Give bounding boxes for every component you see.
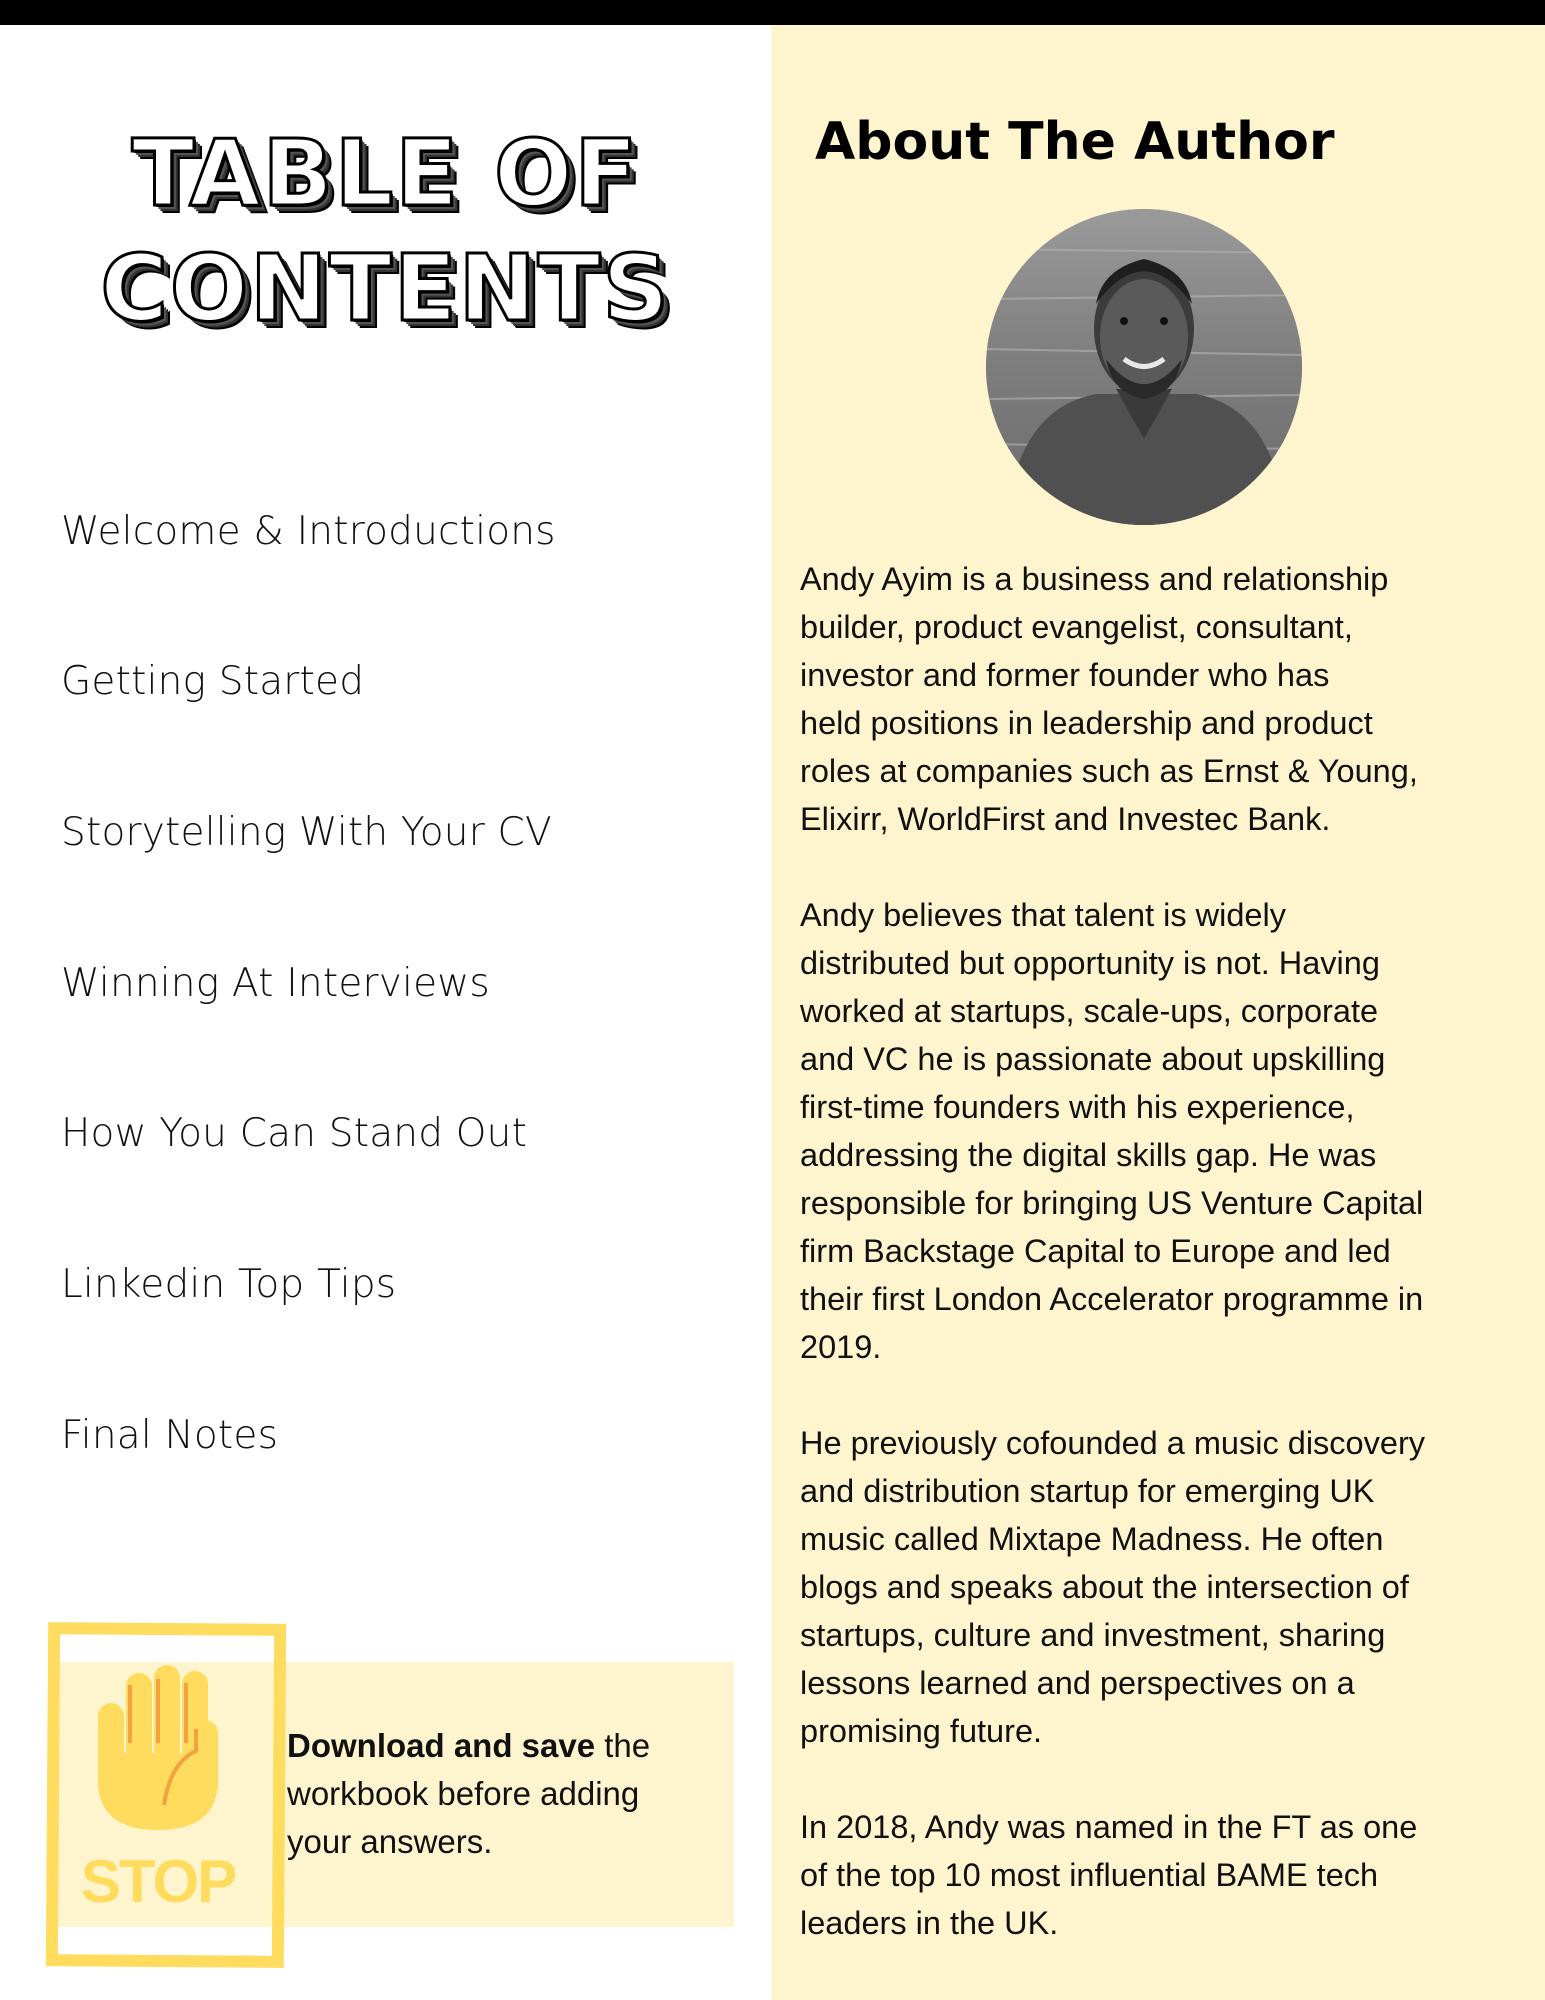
bio-line: builder, product evangelist, consultant, xyxy=(800,609,1353,645)
bio-line: Elixirr, WorldFirst and Investec Bank. xyxy=(800,801,1331,837)
toc-title-line2: CONTENTS xyxy=(100,235,671,342)
bio-line: startups, culture and investment, sharing xyxy=(800,1617,1386,1653)
toc-item-welcome[interactable]: Welcome & Introductions xyxy=(61,509,556,554)
bio-line: and VC he is passionate about upskilling xyxy=(800,1041,1386,1077)
callout-bold-text: Download and save xyxy=(287,1727,596,1764)
bio-line: their first London Accelerator programme in xyxy=(800,1281,1424,1317)
toc-item-linkedin[interactable]: Linkedin Top Tips xyxy=(61,1262,397,1307)
bio-line: roles at companies such as Ernst & Young, xyxy=(800,753,1418,789)
toc-item-final-notes[interactable]: Final Notes xyxy=(61,1413,279,1458)
bio-line: In 2018, Andy was named in the FT as one xyxy=(800,1809,1418,1845)
author-photo xyxy=(986,209,1302,525)
bio-line: Andy Ayim is a business and relationship xyxy=(800,561,1389,597)
bio-line: first-time founders with his experience, xyxy=(800,1089,1355,1125)
bio-line: of the top 10 most influential BAME tech xyxy=(800,1857,1379,1893)
toc-item-storytelling[interactable]: Storytelling With Your CV xyxy=(61,810,552,855)
top-bar xyxy=(0,0,1545,25)
author-portrait-icon xyxy=(986,209,1302,525)
author-heading: About The Author xyxy=(815,112,1335,172)
callout-text xyxy=(287,1722,727,1866)
bio-line: responsible for bringing US Venture Capital xyxy=(800,1185,1424,1221)
bio-paragraph-1 xyxy=(800,555,1530,843)
toc-item-getting-started[interactable]: Getting Started xyxy=(61,659,365,704)
bio-line: distributed but opportunity is not. Having xyxy=(800,945,1380,981)
callout-text-2: workbook before adding xyxy=(287,1775,640,1812)
bio-paragraph-3 xyxy=(800,1419,1530,1755)
callout-text-1: the xyxy=(595,1727,651,1764)
bio-line: lessons learned and perspectives on a xyxy=(800,1665,1355,1701)
raised-hand-icon xyxy=(98,1665,218,1835)
bio-line: firm Backstage Capital to Europe and led xyxy=(800,1233,1391,1269)
toc-item-interviews[interactable]: Winning At Interviews xyxy=(61,961,490,1006)
bio-line: Andy believes that talent is widely xyxy=(800,897,1286,933)
bio-line: and distribution startup for emerging UK xyxy=(800,1473,1375,1509)
stop-label: STOP xyxy=(80,1848,236,1915)
bio-line: investor and former founder who has xyxy=(800,657,1330,693)
bio-line: leaders in the UK. xyxy=(800,1905,1059,1941)
bio-paragraph-4 xyxy=(800,1803,1530,1947)
bio-line: promising future. xyxy=(800,1713,1043,1749)
bio-line: 2019. xyxy=(800,1329,882,1365)
bio-paragraph-2 xyxy=(800,891,1530,1371)
bio-line: worked at startups, scale-ups, corporate xyxy=(800,993,1379,1029)
bio-line: music called Mixtape Madness. He often xyxy=(800,1521,1384,1557)
callout-text-3: your answers. xyxy=(287,1823,493,1860)
bio-line: addressing the digital skills gap. He was xyxy=(800,1137,1377,1173)
toc-item-stand-out[interactable]: How You Can Stand Out xyxy=(61,1111,528,1156)
bio-line: blogs and speaks about the intersection of xyxy=(800,1569,1409,1605)
bio-line: held positions in leadership and product xyxy=(800,705,1373,741)
toc-title-line1: TABLE OF xyxy=(131,120,640,227)
bio-line: He previously cofounded a music discovery xyxy=(800,1425,1426,1461)
